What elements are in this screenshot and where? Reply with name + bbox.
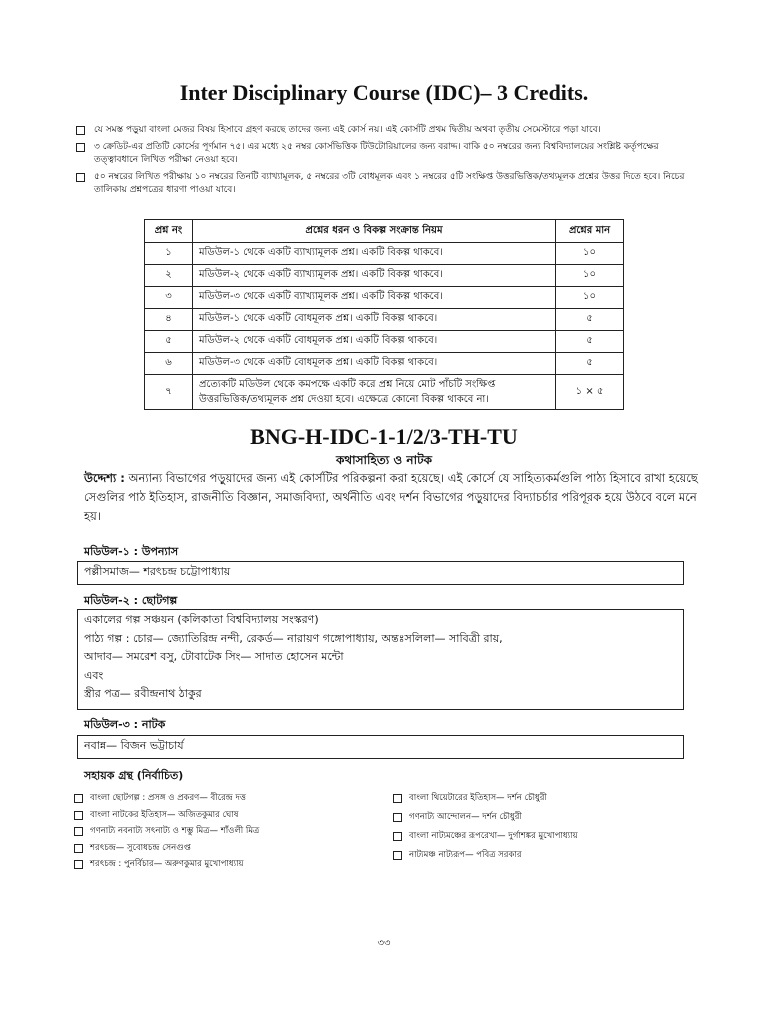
course-subtitle: কথাসাহিত্য ও নাটক	[335, 453, 433, 467]
checkbox-bullet-icon	[76, 126, 85, 135]
module-3-heading: মডিউল-৩ : নাটক	[84, 718, 166, 731]
cell-question-rule: প্রত্যেকটি মডিউল থেকে কমপক্ষে একটি করে প্রশ্ন নিয়ে মোট পাঁচটি সংক্ষিপ্ত উত্তরভিত্তিক/তথ্যমূলক প্রশ্ন দেওয়া হবে। এক্ষেত্রে কোনো বিকল্প থাকবে না।	[192, 375, 555, 410]
reference-item	[393, 830, 578, 849]
cell-marks: ১ × ৫	[556, 375, 624, 410]
reference-item	[393, 849, 578, 868]
module-2-line: এবং	[84, 668, 104, 682]
reference-text: শরৎচন্দ্র— সুবোধচন্দ্র সেনগুপ্ত	[90, 842, 191, 853]
checkbox-bullet-icon	[74, 811, 83, 820]
table-row	[145, 287, 624, 309]
reference-text: বাংলা ছোটগল্প : প্রসঙ্গ ও প্রকরণ— বীরেন্দ্র দত্ত	[90, 793, 246, 803]
instruction-text: ৫০ নম্বরের লিখিত পরীক্ষায় ১০ নম্বরের তিনটি ব্যাখ্যামূলক, ৫ নম্বরের ৩টি বোধমূলক এবং ১ নম্বরের ৫টি সংক্ষিপ্ত উত্তরভিত্তিক/তথ্যমূলক প্রশ্নের উত্তর দিতে হবে। নিচের তালিকায় প্রশ্নপত্রের ধারণা পাওয়া যাবে।	[94, 172, 685, 195]
column-header-question-no: প্রশ্ন নং	[145, 220, 193, 243]
module-2-line: আদাব— সমরেশ বসু, টোবাটেক সিং— সাদাত হোসেন মন্টো	[84, 650, 344, 663]
checkbox-bullet-icon	[393, 851, 402, 860]
references-heading: সহায়ক গ্রন্থ (নির্বাচিত)	[84, 769, 184, 782]
cell-marks: ১০	[556, 243, 624, 265]
module-3-box	[77, 735, 684, 759]
module-2-heading: মডিউল-২ : ছোটগল্প	[84, 594, 178, 607]
reference-text: গণনাট্য নবনাট্য সৎনাট্য ও শম্ভু মিত্র— শাঁওলী মিত্র	[90, 826, 260, 836]
reference-text: বাংলা থিয়েটারের ইতিহাস— দর্শন চৌধুরী	[409, 793, 547, 803]
checkbox-bullet-icon	[76, 173, 85, 182]
table-row	[145, 331, 624, 353]
module-1-text: পল্লীসমাজ— শরৎচন্দ্র চট্টোপাধ্যায়	[84, 565, 231, 578]
reference-text: বাংলা নাট্যমঞ্চের রূপরেখা— দুর্গাশঙ্কর মুখোপাধ্যায়	[409, 831, 578, 841]
table-row	[145, 243, 624, 265]
cell-question-rule: মডিউল-৩ থেকে একটি বোধমূলক প্রশ্ন। একটি বিকল্প থাকবে।	[192, 353, 555, 375]
checkbox-bullet-icon	[393, 832, 402, 841]
cell-question-no: ১	[145, 243, 193, 265]
cell-marks: ১০	[556, 287, 624, 309]
course-code-heading: BNG-H-IDC-1-1/2/3-TH-TU	[250, 424, 518, 449]
reference-text: বাংলা নাটকের ইতিহাস— অজিতকুমার ঘোষ	[90, 809, 239, 820]
objective-label: উদ্দেশ্য :	[84, 471, 125, 485]
cell-question-no: ৬	[145, 353, 193, 375]
reference-text: গণনাট্য আন্দোলন— দর্শন চৌধুরী	[409, 812, 522, 822]
cell-question-rule: মডিউল-২ থেকে একটি বোধমূলক প্রশ্ন। একটি বিকল্প থাকবে।	[192, 331, 555, 353]
references-right-list	[393, 792, 578, 868]
module-2-line: একালের গল্প সঞ্চয়ন (কলিকাতা বিশ্ববিদ্যালয় সংস্করণ)	[84, 613, 319, 626]
checkbox-bullet-icon	[393, 813, 402, 822]
module-1-heading: মডিউল-১ : উপন্যাস	[84, 545, 179, 558]
instruction-text: ৩ ক্রেডিট-এর প্রতিটি কোর্সের পূর্ণমান ৭৫। এর মধ্যে ২৫ নম্বর কোর্সভিত্তিক টিউটোরিয়ালের জন্য বরাদ্দ। বাকি ৫০ নম্বরের জন্য বিশ্ববিদ্যালয়ের সংশ্লিষ্ট কর্তৃপক্ষের তত্ত্বাবধানে লিখিত পরীক্ষা নেওয়া হবে।	[94, 142, 659, 165]
column-header-marks: প্রশ্নের মান	[556, 220, 624, 243]
reference-item	[74, 825, 259, 842]
cell-question-rule: মডিউল-৩ থেকে একটি ব্যাখ্যামূলক প্রশ্ন। একটি বিকল্প থাকবে।	[192, 287, 555, 309]
references-left-list	[74, 792, 259, 875]
instruction-item	[76, 171, 700, 197]
reference-item	[393, 811, 578, 830]
module-2-line: স্ত্রীর পত্র— রবীন্দ্রনাথ ঠাকুর	[84, 687, 202, 700]
module-1-box	[77, 561, 684, 585]
checkbox-bullet-icon	[74, 844, 83, 853]
module-3-text: নবান্ন— বিজন ভট্টাচার্য	[84, 739, 184, 752]
checkbox-bullet-icon	[76, 143, 85, 152]
page-number: ৩৩	[377, 938, 391, 949]
checkbox-bullet-icon	[74, 860, 83, 869]
table-row	[145, 353, 624, 375]
instruction-item	[76, 124, 700, 137]
module-2-line: পাঠ্য গল্প : চোর— জ্যোতিরিন্দ্র নন্দী, রেকর্ড— নারায়ণ গঙ্গোপাধ্যায়, অন্তঃসলিলা— সাবিত্রী রায়,	[84, 631, 503, 645]
objective-text: অন্যান্য বিভাগের পড়ুয়াদের জন্য এই কোর্সটির পরিকল্পনা করা হয়েছে। এই কোর্সে যে সাহিত্যকর্মগুলি পাঠ্য হিসাবে রাখা হয়েছে সেগুলির পাঠ ইতিহাস, রাজনীতি বিজ্ঞান, সমাজবিদ্যা, অর্থনীতি এবং দর্শন বিভাগের পড়ুয়াদের বিদ্যাচর্চার পরিপূরক হয়ে উঠবে বলে মনে হয়।	[84, 471, 698, 523]
cell-question-rule: মডিউল-২ থেকে একটি ব্যাখ্যামূলক প্রশ্ন। একটি বিকল্প থাকবে।	[192, 265, 555, 287]
table-row	[145, 309, 624, 331]
instruction-text: যে সমস্ত পড়ুয়া বাংলা মেজর বিষয় হিসাবে গ্রহণ করছে তাদের জন্য এই কোর্স নয়। এই কোর্সটি প্রথম দ্বিতীয় অথবা তৃতীয় সেমেস্টারে পড়া যাবে।	[94, 125, 601, 135]
reference-item	[74, 792, 259, 809]
table-row	[145, 375, 624, 410]
instruction-list	[76, 124, 700, 201]
course-objective	[84, 469, 698, 526]
table-row	[145, 265, 624, 287]
reference-item	[393, 792, 578, 811]
reference-text: নাট্যমঞ্চ নাট্যরূপ— পবিত্র সরকার	[409, 850, 522, 860]
question-pattern-table	[144, 219, 624, 410]
cell-question-no: ৩	[145, 287, 193, 309]
cell-question-no: ৪	[145, 309, 193, 331]
cell-question-no: ৭	[145, 375, 193, 410]
checkbox-bullet-icon	[393, 794, 402, 803]
reference-item	[74, 842, 259, 859]
cell-question-rule: মডিউল-১ থেকে একটি বোধমূলক প্রশ্ন। একটি বিকল্প থাকবে।	[192, 309, 555, 331]
module-2-box	[77, 609, 684, 710]
checkbox-bullet-icon	[74, 827, 83, 836]
cell-question-no: ২	[145, 265, 193, 287]
reference-item	[74, 809, 259, 826]
checkbox-bullet-icon	[74, 794, 83, 803]
cell-question-rule: মডিউল-১ থেকে একটি ব্যাখ্যামূলক প্রশ্ন। একটি বিকল্প থাকবে।	[192, 243, 555, 265]
instruction-item	[76, 141, 700, 167]
page-title: Inter Disciplinary Course (IDC)– 3 Credits.	[179, 80, 589, 105]
cell-marks: ৫	[556, 353, 624, 375]
table-header-row	[145, 220, 624, 243]
cell-marks: ১০	[556, 265, 624, 287]
cell-marks: ৫	[556, 309, 624, 331]
cell-question-no: ৫	[145, 331, 193, 353]
reference-item	[74, 858, 259, 875]
column-header-question-type: প্রশ্নের ধরন ও বিকল্প সংক্রান্ত নিয়ম	[192, 220, 555, 243]
reference-text: শরৎচন্দ্র : পুনর্বিচার— অরুণকুমার মুখোপাধ্যায়	[90, 859, 244, 869]
cell-marks: ৫	[556, 331, 624, 353]
